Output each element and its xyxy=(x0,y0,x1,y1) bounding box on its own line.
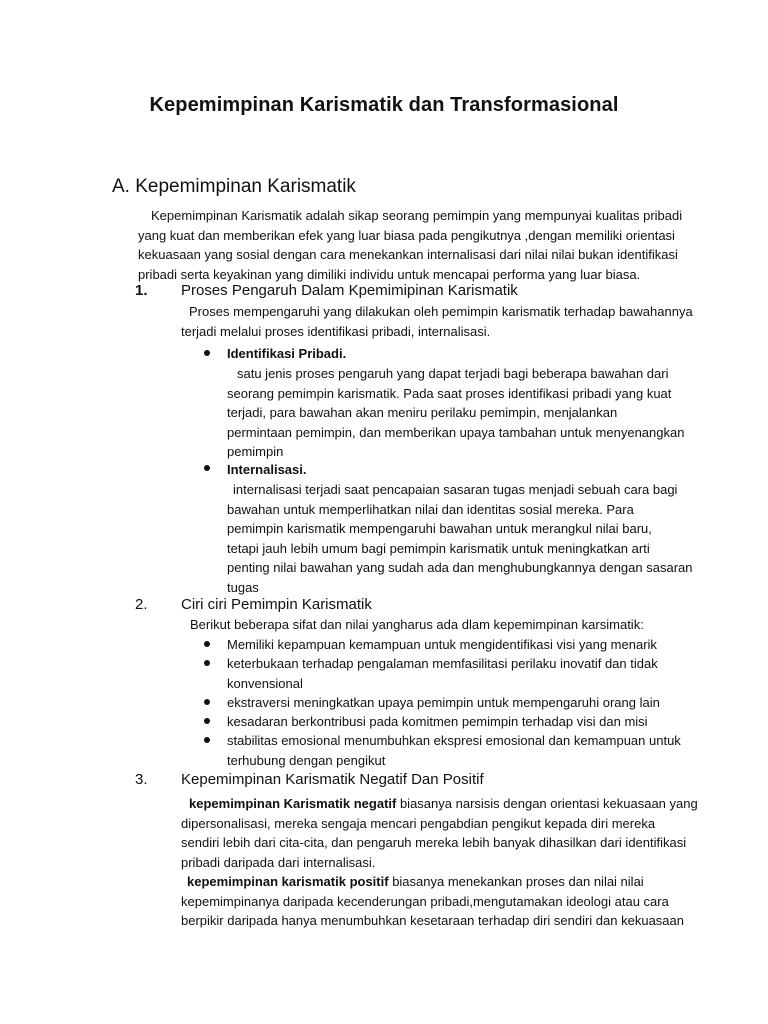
item3-heading: Kepemimpinan Karismatik Negatif Dan Positif xyxy=(181,771,484,788)
bullet-text-line: pemimpin karismatik mempengaruhi bawahan untuk merangkul nilai baru, xyxy=(227,521,652,536)
bullet-text-line: terjadi, para bawahan akan meniru perilaku pemimpin, menjalankan xyxy=(227,405,618,420)
trait-item xyxy=(227,635,657,655)
bullet-text-line: penting nilai bawahan yang sudah ada dan menghubungkannya dengan sasaran xyxy=(227,560,693,575)
trait-item xyxy=(227,654,658,693)
item3-positive-text xyxy=(181,872,684,931)
bullet-icon xyxy=(204,641,210,647)
intro-line: pribadi serta keyakinan yang dimiliki individu untuk mencapai performa yang luar biasa. xyxy=(138,266,641,282)
trait-line: terhubung dengan pengikut xyxy=(227,752,386,768)
bullet-text-line: seorang pemimpin karismatik. Pada saat proses identifikasi pribadi yang kuat xyxy=(227,385,672,401)
negative-line: sendiri lebih dari cita-cita, dan pengaruh mereka lebih banyak dihasilkan dari identifikasi xyxy=(181,835,687,850)
bullet-text-line: pemimpin xyxy=(227,444,284,459)
item1-heading: Proses Pengaruh Dalam Kpemimipinan Karismatik xyxy=(181,282,518,299)
positive-line: berpikir daripada hanya menumbuhkan kesetaraan terhadap diri sendiri dan kekuasaan xyxy=(181,913,684,928)
item1-text xyxy=(181,302,693,341)
bullet-icon xyxy=(204,699,210,705)
bullet-text-line: tetapi jauh lebih umum bagi pemimpin karismatik untuk meningkatkan arti xyxy=(227,540,650,556)
bullet-icon xyxy=(204,718,210,724)
bullet-icon xyxy=(204,350,210,356)
bullet-text-line: permintaan pemimpin, dan memberikan upaya tambahan untuk menyenangkan xyxy=(227,424,685,440)
section-a-heading: A. Kepemimpinan Karismatik xyxy=(112,176,356,197)
item2-number: 2. xyxy=(135,596,148,613)
trait-item xyxy=(227,693,660,713)
section-a-intro xyxy=(138,206,682,284)
positive-first-line xyxy=(181,872,684,892)
trait-line: keterbukaan terhadap pengalaman memfasilitasi perilaku inovatif dan tidak xyxy=(227,656,658,671)
bullet-internalisasi-label: Internalisasi. xyxy=(227,462,307,477)
bullet-icon xyxy=(204,465,210,471)
bullet-internalisasi-text xyxy=(227,480,693,597)
negative-label: kepemimpinan Karismatik negatif xyxy=(189,796,397,811)
negative-rest: biasanya narsisis dengan orientasi kekuasaan yang xyxy=(396,796,698,811)
bullet-text-line: satu jenis proses pengaruh yang dapat terjadi bagi beberapa bawahan dari xyxy=(237,366,669,381)
trait-item xyxy=(227,731,681,770)
intro-line: Kepemimpinan Karismatik adalah sikap seorang pemimpin yang mempunyai kualitas pribadi xyxy=(151,208,683,223)
bullet-text-line: internalisasi terjadi saat pencapaian sasaran tugas menjadi sebuah cara bagi xyxy=(233,482,678,497)
positive-rest: biasanya menekankan proses dan nilai nilai xyxy=(388,874,644,889)
negative-line: pribadi daripada dari internalisasi. xyxy=(181,854,376,870)
document-title: Kepemimpinan Karismatik dan Transformasional xyxy=(149,94,619,116)
trait-line: stabilitas emosional menumbuhkan ekspresi emosional dan kemampuan untuk xyxy=(227,733,681,748)
item3-negative-text xyxy=(181,794,698,872)
item1-text-line: Proses mempengaruhi yang dilakukan oleh pemimpin karismatik terhadap bawahannya xyxy=(189,304,693,319)
item2-intro: Berikut beberapa sifat dan nilai yangharus ada dlam kepemimpinan karsimatik: xyxy=(190,617,644,632)
intro-line: kekuasaan yang sosial dengan cara menekankan internalisasi dari nilai nilai bukan identifikasi xyxy=(138,247,678,262)
trait-line: Memiliki kepampuan kemampuan untuk mengidentifikasi visi yang menarik xyxy=(227,637,657,652)
positive-line: kepemimpinanya daripada kecenderungan pribadi,mengutamakan ideologi atau cara xyxy=(181,893,669,909)
item3-number: 3. xyxy=(135,771,148,788)
item2-heading: Ciri ciri Pemimpin Karismatik xyxy=(181,596,372,613)
bullet-identifikasi-text xyxy=(227,364,684,462)
trait-line: konvensional xyxy=(227,675,303,691)
bullet-text-line: tugas xyxy=(227,579,259,595)
trait-line: kesadaran berkontribusi pada komitmen pemimpin terhadap visi dan misi xyxy=(227,714,648,729)
negative-first-line xyxy=(181,794,698,814)
positive-label: kepemimpinan karismatik positif xyxy=(187,874,389,889)
bullet-text-line: bawahan untuk memperlihatkan nilai dan identitas sosial mereka. Para xyxy=(227,501,634,517)
bullet-identifikasi-label: Identifikasi Pribadi. xyxy=(227,346,347,361)
negative-line: dipersonalisasi, mereka sengaja mencari pengabdian pengikut kepada diri mereka xyxy=(181,815,656,831)
intro-line: yang kuat dan memberikan efek yang luar biasa pada pengikutnya ,dengan memiliki orientasi xyxy=(138,227,675,243)
bullet-icon xyxy=(204,660,210,666)
item1-text-line: terjadi melalui proses identifikasi pribadi, internalisasi. xyxy=(181,323,491,339)
item1-number: 1. xyxy=(135,282,148,299)
trait-item xyxy=(227,712,648,732)
trait-line: ekstraversi meningkatkan upaya pemimpin untuk mempengaruhi orang lain xyxy=(227,695,660,710)
bullet-icon xyxy=(204,737,210,743)
